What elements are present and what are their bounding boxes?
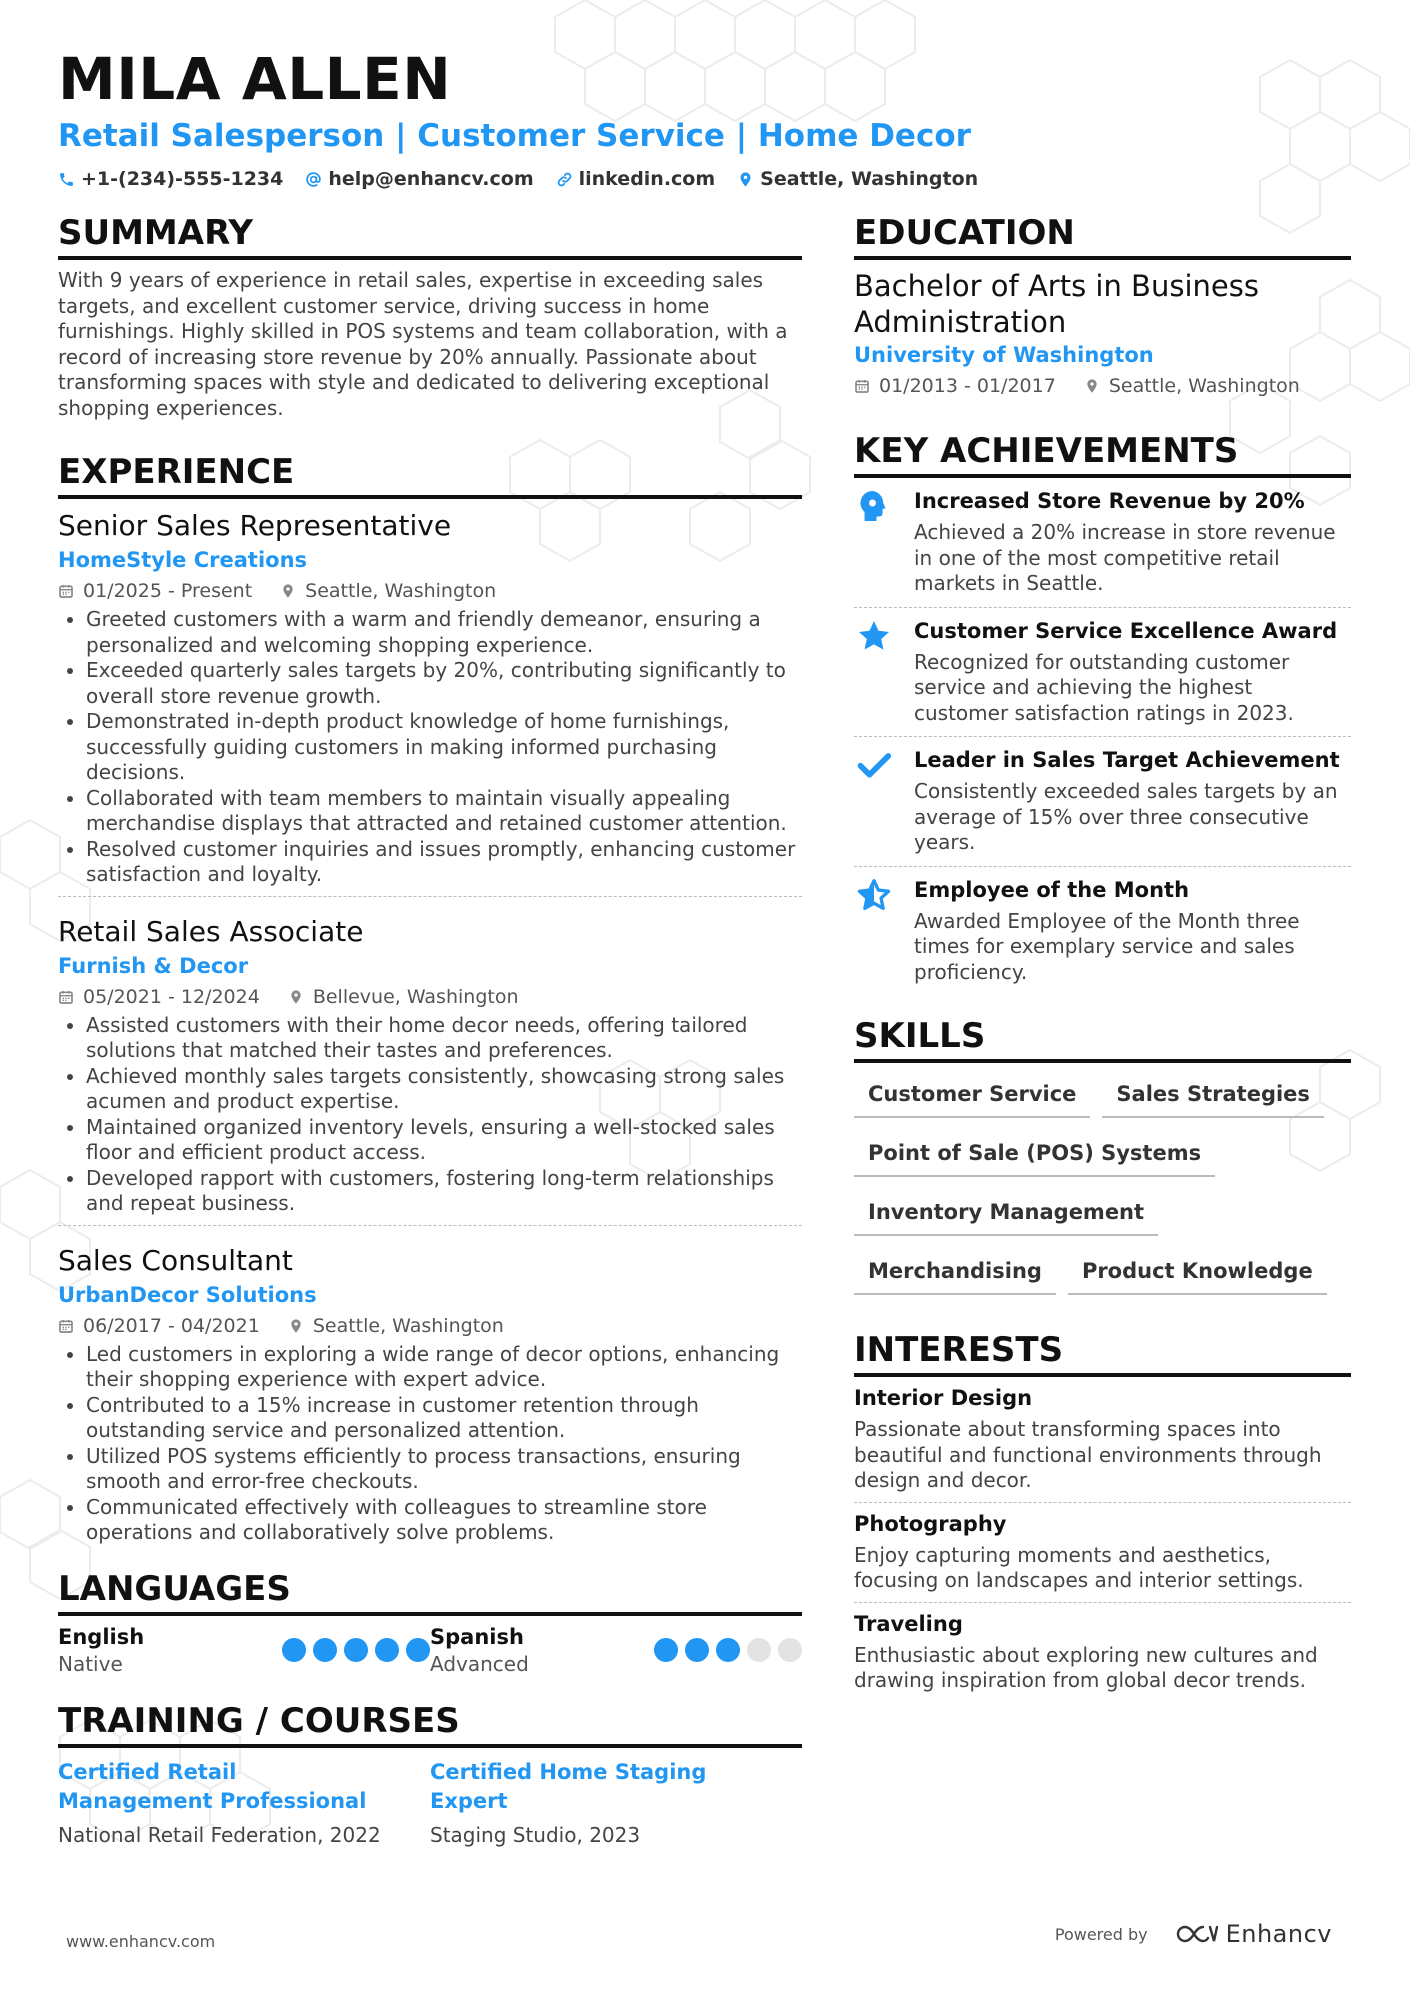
contact-phone-text: +1-(234)-555-1234 [81, 168, 284, 190]
language-item [430, 1624, 802, 1678]
skills-heading: SKILLS [854, 1015, 1351, 1063]
head-icon [856, 488, 892, 524]
interest-title: Interior Design [854, 1386, 1033, 1410]
education-dates-text: 01/2013 - 01/2017 [879, 375, 1056, 397]
rating-dot-filled [406, 1638, 430, 1662]
job-location-text: Seattle, Washington [312, 1314, 504, 1337]
job-bullets [58, 1342, 802, 1546]
job-meta [58, 983, 802, 1011]
right-column [854, 212, 1351, 1702]
left-column [58, 212, 802, 1850]
contact-linkedin-text: linkedin.com [578, 168, 716, 190]
rating-dot-empty [778, 1638, 802, 1662]
language-rating [275, 1638, 430, 1678]
skill-tag: Product Knowledge [1068, 1248, 1327, 1295]
star-icon [856, 618, 892, 654]
achievements-heading: KEY ACHIEVEMENTS [854, 430, 1351, 478]
job-dates-text: 01/2025 - Present [83, 580, 253, 602]
interest-item [854, 1602, 1351, 1702]
summary-text: With 9 years of experience in retail sales, expertise in exceeding sales targets, and excellent customer service, driving success in home furnishings. Highly skilled in POS systems and team collaboration, with a record of increasing store revenue by 20% annually. Passionate about transforming spaces with style and dedicated to delivering exceptional shopping experiences. [58, 268, 788, 420]
language-item [58, 1624, 430, 1678]
job-company: Furnish & Decor [58, 953, 249, 978]
calendar-icon [58, 989, 74, 1005]
candidate-name: MILA ALLEN [58, 45, 452, 113]
training-section [58, 1700, 802, 1850]
achievement-desc: Consistently exceeded sales targets by an average of 15% over three consecutive years. [914, 779, 1338, 854]
job-company: UrbanDecor Solutions [58, 1282, 317, 1307]
job-meta [58, 1312, 802, 1340]
interest-title: Photography [854, 1511, 1007, 1536]
language-list [58, 1624, 802, 1678]
job-bullet: • Communicated effectively with colleagues to streamline store operations and collaboratively solve problems. [86, 1495, 802, 1546]
achievement-title: Leader in Sales Target Achievement [914, 748, 1340, 772]
education-dates [854, 372, 1056, 400]
skill-tag: Merchandising [854, 1248, 1056, 1295]
course-source: National Retail Federation, 2022 [58, 1822, 381, 1847]
achievement-item [854, 736, 1351, 866]
language-name: English [58, 1624, 145, 1649]
job-bullet: • Greeted customers with a warm and friendly demeanor, ensuring a personalized and welcoming shopping experience. [86, 607, 802, 658]
job-bullet: • Resolved customer inquiries and issues promptly, enhancing customer satisfaction and loyalty. [86, 837, 802, 888]
location-icon [737, 171, 754, 188]
at-icon [305, 171, 322, 188]
interest-item [854, 1377, 1351, 1502]
education-location-text: Seattle, Washington [1108, 375, 1300, 397]
contact-bar [58, 168, 1000, 190]
job-bullet: • Exceeded quarterly sales targets by 20%, contributing significantly to overall store revenue growth. [86, 658, 802, 709]
job-location-text: Seattle, Washington [305, 580, 497, 602]
achievement-title: Employee of the Month [914, 877, 1190, 902]
enhancv-logo-icon [1174, 1922, 1218, 1946]
location-icon [288, 989, 304, 1005]
education-heading: EDUCATION [854, 212, 1351, 260]
calendar-icon [854, 378, 870, 394]
interest-desc: Enjoy capturing moments and aesthetics, focusing on landscapes and interior settings. [854, 1542, 1304, 1592]
footer-website[interactable]: www.enhancv.com [66, 1932, 216, 1951]
achievement-desc: Achieved a 20% increase in store revenue in one of the most competitive retail markets in Seattle. [914, 520, 1336, 595]
job-bullet: • Led customers in exploring a wide range of decor options, enhancing their shopping experience with expert advice. [86, 1342, 802, 1393]
skill-list [854, 1071, 1351, 1307]
job-title: Sales Consultant [58, 1243, 293, 1277]
experience-section [58, 451, 802, 1554]
skills-section [854, 1015, 1351, 1307]
skill-tag: Inventory Management [854, 1189, 1158, 1236]
calendar-icon [58, 583, 74, 599]
star-outline-icon [856, 877, 892, 913]
education-section [854, 212, 1351, 400]
course-source: Staging Studio, 2023 [430, 1822, 641, 1847]
job-bullet: • Maintained organized inventory levels, ensuring a well-stocked sales floor and efficient product access. [86, 1115, 802, 1166]
interests-heading: INTERESTS [854, 1329, 1351, 1377]
interest-item [854, 1502, 1351, 1602]
job-bullet: • Utilized POS systems efficiently to process transactions, ensuring smooth and error-free checkouts. [86, 1444, 802, 1495]
education-location [1084, 372, 1300, 400]
rating-dot-empty [747, 1638, 771, 1662]
job-bullet: • Assisted customers with their home decor needs, offering tailored solutions that matched their tastes and preferences. [86, 1013, 802, 1064]
job-location-text: Bellevue, Washington [312, 985, 519, 1008]
rating-dot-filled [344, 1638, 368, 1662]
skill-tag: Point of Sale (POS) Systems [854, 1130, 1215, 1177]
achievement-title: Increased Store Revenue by 20% [914, 489, 1305, 513]
course-title: Certified Home Staging Expert [430, 1759, 707, 1813]
education-meta [854, 372, 1351, 400]
interest-desc: Enthusiastic about exploring new cultures and drawing inspiration from global decor trends. [854, 1642, 1318, 1692]
candidate-title: Retail Salesperson | Customer Service | Home Decor [58, 118, 971, 154]
rating-dot-filled [685, 1638, 709, 1662]
location-icon [288, 1318, 304, 1334]
footer-branding[interactable] [1055, 1920, 1332, 1948]
job-entry [58, 896, 802, 1225]
course-item [430, 1758, 802, 1850]
calendar-icon [58, 1318, 74, 1334]
rating-dot-filled [313, 1638, 337, 1662]
job-title: Senior Sales Representative [58, 509, 452, 542]
footer-brand: Enhancv [1225, 1920, 1332, 1948]
language-name: Spanish [430, 1624, 524, 1649]
rating-dot-filled [282, 1638, 306, 1662]
language-level: Native [58, 1651, 123, 1676]
achievement-item [854, 478, 1351, 607]
job-dates [58, 983, 260, 1011]
education-school: University of Washington [854, 343, 1154, 367]
language-level: Advanced [430, 1651, 529, 1676]
job-bullets [58, 607, 802, 888]
job-location [288, 983, 519, 1011]
job-bullets [58, 1013, 802, 1217]
experience-heading: EXPERIENCE [58, 451, 802, 499]
language-rating [647, 1638, 802, 1678]
course-title: Certified Retail Management Professional [58, 1759, 367, 1813]
job-bullet: • Contributed to a 15% increase in customer retention through outstanding service and personalized attention. [86, 1393, 802, 1444]
job-meta [58, 577, 802, 605]
interest-title: Traveling [854, 1611, 963, 1636]
achievements-section [854, 430, 1351, 995]
rating-dot-filled [654, 1638, 678, 1662]
achievement-desc: Awarded Employee of the Month three times for exemplary service and sales proficiency. [914, 908, 1300, 984]
contact-location-text: Seattle, Washington [760, 168, 979, 190]
skill-tag: Customer Service [854, 1071, 1090, 1118]
contact-phone[interactable] [58, 168, 283, 190]
training-heading: TRAINING / COURSES [58, 1700, 802, 1748]
contact-location [737, 168, 978, 190]
phone-icon [58, 171, 75, 188]
achievement-item [854, 866, 1351, 996]
education-degree: Bachelor of Arts in Business Administration [854, 269, 1259, 339]
languages-heading: LANGUAGES [58, 1568, 802, 1616]
location-icon [280, 583, 296, 599]
job-title: Retail Sales Associate [58, 914, 364, 948]
job-location [280, 577, 496, 605]
achievement-title: Customer Service Excellence Award [914, 618, 1338, 643]
rating-dot-filled [375, 1638, 399, 1662]
job-company: HomeStyle Creations [58, 548, 308, 572]
job-bullet: • Achieved monthly sales targets consistently, showcasing strong sales acumen and product expertise. [86, 1064, 802, 1115]
job-dates-text: 06/2017 - 04/2021 [83, 1314, 260, 1337]
job-location [288, 1312, 504, 1340]
footer-powered-by: Powered by [1054, 1924, 1148, 1944]
link-icon [556, 171, 573, 188]
check-icon [856, 747, 892, 783]
contact-linkedin[interactable] [556, 168, 716, 190]
job-entry [58, 1225, 802, 1554]
contact-email[interactable] [305, 168, 533, 190]
job-dates [58, 1312, 260, 1340]
skill-tag: Sales Strategies [1102, 1071, 1324, 1118]
summary-heading: SUMMARY [58, 212, 802, 260]
job-dates-text: 05/2021 - 12/2024 [83, 985, 260, 1008]
job-entry [58, 507, 802, 896]
achievement-item [854, 607, 1351, 737]
achievement-desc: Recognized for outstanding customer service and achieving the highest customer satisfaction ratings in 2023. [914, 649, 1294, 725]
summary-section [58, 212, 802, 421]
interest-desc: Passionate about transforming spaces into beautiful and functional environments through design and decor. [854, 1417, 1322, 1492]
languages-section [58, 1568, 802, 1678]
job-bullet: • Demonstrated in-depth product knowledge of home furnishings, successfully guiding customers in making informed purchasing decisions. [86, 709, 802, 786]
job-bullet: • Developed rapport with customers, fostering long-term relationships and repeat business. [86, 1166, 802, 1217]
job-bullet: • Collaborated with team members to maintain visually appealing merchandise displays that attracted and retained customer attention. [86, 786, 802, 837]
job-dates [58, 577, 252, 605]
rating-dot-filled [716, 1638, 740, 1662]
course-list [58, 1758, 802, 1850]
contact-email-text: help@enhancv.com [328, 168, 534, 190]
location-icon [1084, 378, 1100, 394]
course-item [58, 1758, 430, 1850]
interests-section [854, 1329, 1351, 1702]
